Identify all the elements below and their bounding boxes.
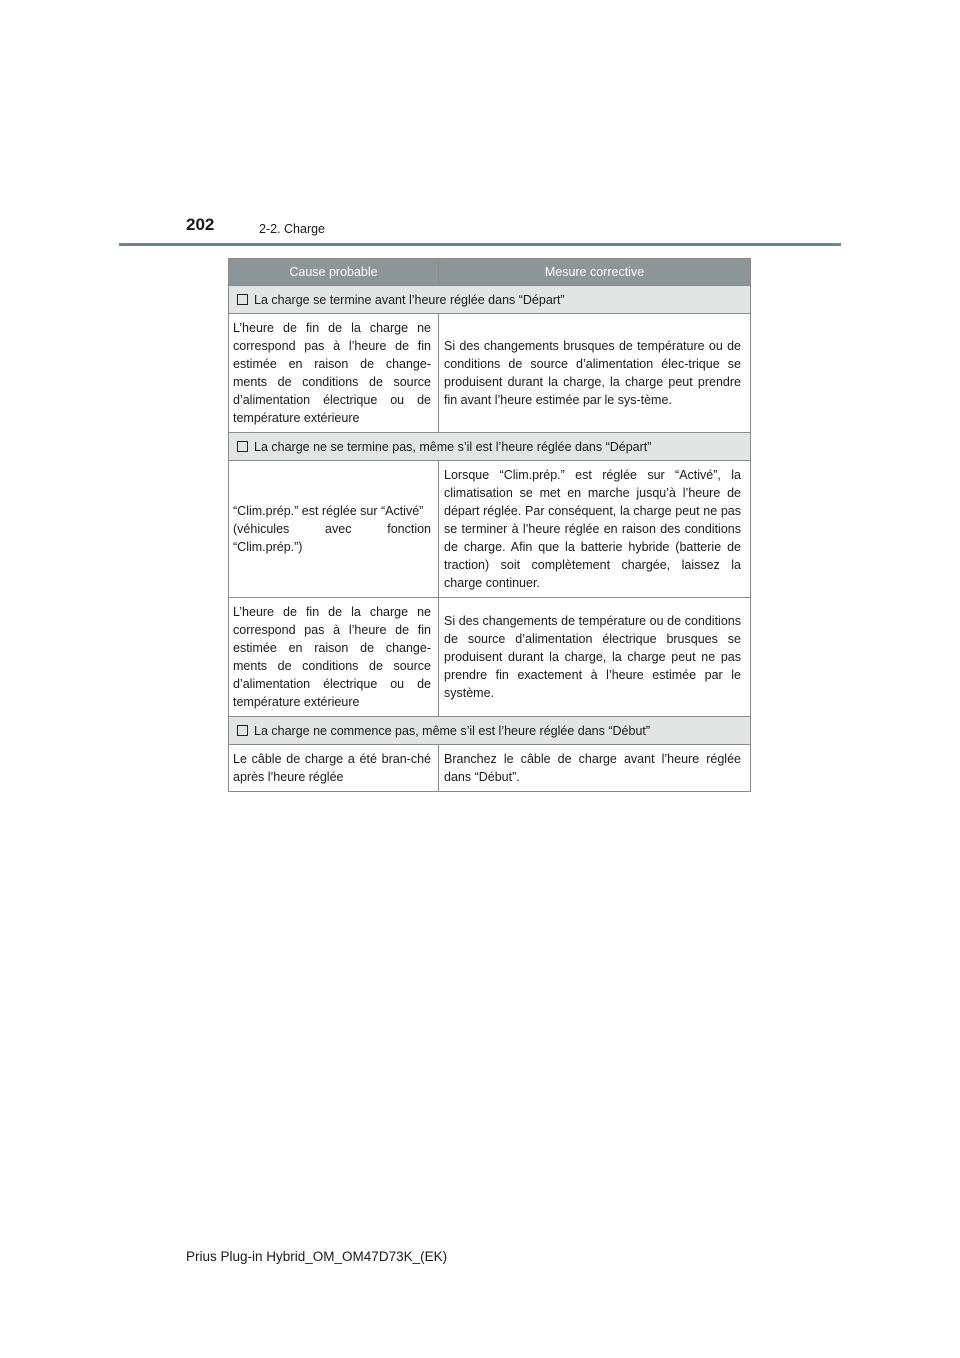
table-row <box>229 314 751 433</box>
group-title-row <box>229 433 751 461</box>
measure-cell: Branchez le câble de charge avant l’heure réglée dans “Début”. <box>439 745 751 792</box>
table-header-row <box>229 259 751 286</box>
section-title: 2-2. Charge <box>259 222 326 236</box>
column-header-measure: Mesure corrective <box>439 259 751 286</box>
group-title-row <box>229 717 751 745</box>
document-footer: Prius Plug-in Hybrid_OM_OM47D73K_(EK) <box>186 1249 448 1264</box>
checkbox-square-icon <box>237 441 248 452</box>
measure-cell: Lorsque “Clim.prép.” est réglée sur “Activé”, la climatisation se met en marche jusqu’à l’heure de départ réglée. Par conséquent, la charge peut ne pas se terminer à l’heure réglée en raison des conditions de charge. Afin que la batterie hybride (batterie de traction) soit complètement chargée, laissez la charge continuer. <box>439 461 751 598</box>
cause-cell: “Clim.prép.” est réglée sur “Activé” (véhicules avec fonction “Clim.prép.”) <box>229 461 439 598</box>
group-title-cell <box>229 717 751 745</box>
group-title-text: La charge ne commence pas, même s’il est l’heure réglée dans “Début” <box>254 723 651 738</box>
cause-cell: L’heure de fin de la charge ne correspond pas à l’heure de fin estimée en raison de change-ments de conditions de source d’alimentation électrique ou de température extérieure <box>229 598 439 717</box>
column-header-cause: Cause probable <box>229 259 439 286</box>
group-title-text: La charge se termine avant l’heure réglée dans “Départ” <box>254 292 565 307</box>
header-divider <box>119 243 841 246</box>
table-row <box>229 598 751 717</box>
cause-cell: Le câble de charge a été bran-ché après l’heure réglée <box>229 745 439 792</box>
measure-cell: Si des changements de température ou de conditions de source d’alimentation électrique brusques se produisent durant la charge, la charge peut ne pas prendre fin exactement à l’heure estimée par le système. <box>439 598 751 717</box>
troubleshooting-table <box>228 258 751 792</box>
group-title-row <box>229 286 751 314</box>
checkbox-square-icon <box>237 725 248 736</box>
group-title-cell <box>229 286 751 314</box>
group-title-text: La charge ne se termine pas, même s’il est l’heure réglée dans “Départ” <box>254 439 652 454</box>
group-title-cell <box>229 433 751 461</box>
table-row <box>229 745 751 792</box>
table-row <box>229 461 751 598</box>
measure-cell: Si des changements brusques de température ou de conditions de source d’alimentation élec-trique se produisent durant la charge, la charge peut prendre fin avant l’heure estimée par le sys-tème. <box>439 314 751 433</box>
cause-cell: L’heure de fin de la charge ne correspond pas à l’heure de fin estimée en raison de change-ments de conditions de source d’alimentation électrique ou de température extérieure <box>229 314 439 433</box>
page-number: 202 <box>186 215 215 234</box>
checkbox-square-icon <box>237 294 248 305</box>
